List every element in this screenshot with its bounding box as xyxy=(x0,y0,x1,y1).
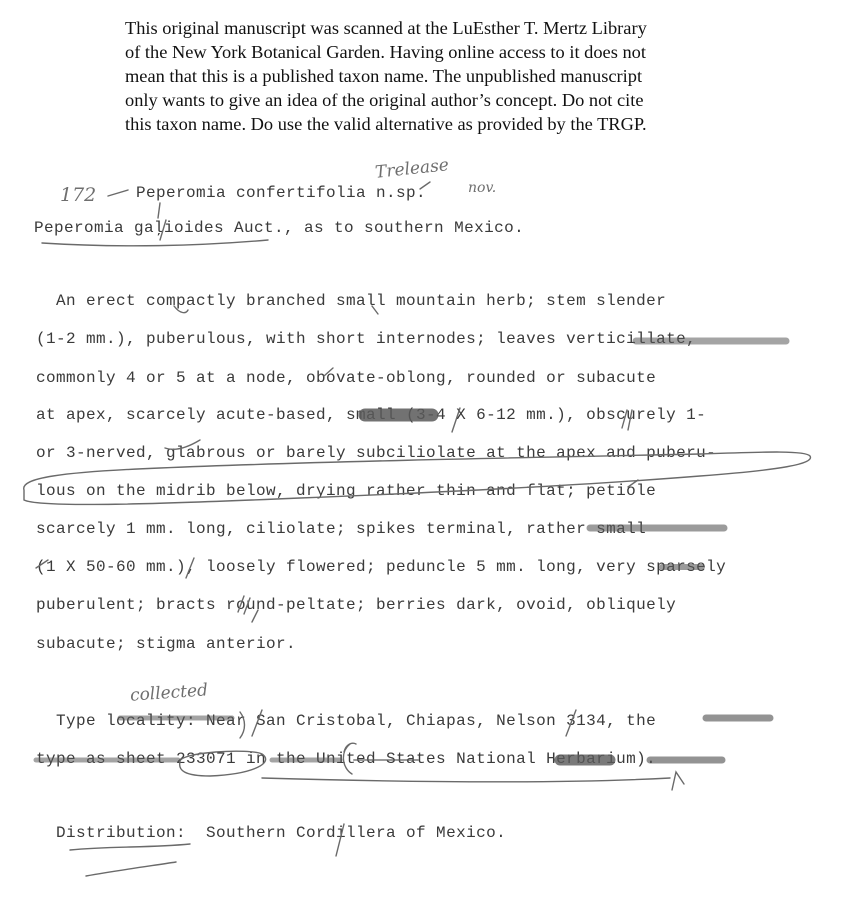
notice-line: This original manuscript was scanned at the LuEsther T. Mertz Library xyxy=(125,18,647,38)
synonym-underline xyxy=(42,240,268,246)
specimen-number-handwritten: 172 xyxy=(60,184,97,206)
description-line: at apex, scarcely acute-based, small (3-4 X 6-12 mm.), obscurely 1- xyxy=(36,406,707,424)
title-dash-mark xyxy=(108,190,128,196)
author-correction-handwritten: Trelease xyxy=(374,155,450,183)
distribution-line: Distribution: Southern Cordillera of Mexico. xyxy=(36,824,507,842)
distribution-underline xyxy=(70,844,190,850)
copyright-notice xyxy=(125,16,785,136)
l-correction-stroke xyxy=(158,203,160,218)
notice-line: this taxon name. Do use the valid alternative as provided by the TRGP. xyxy=(125,114,647,134)
species-title: Peperomia confertifolia n.sp. xyxy=(136,184,427,202)
description-line: scarcely 1 mm. long, ciliolate; spikes terminal, rather small xyxy=(36,520,647,538)
description-line: (1 X 50-60 mm.), loosely flowered; peduncle 5 mm. long, very sparsely xyxy=(36,558,727,576)
distribution-underline xyxy=(86,862,176,876)
arrow-underline xyxy=(262,778,670,782)
nov-correction-handwritten: nov. xyxy=(468,180,497,196)
collected-correction-handwritten: collected xyxy=(129,680,209,706)
description-line: commonly 4 or 5 at a node, obovate-oblong, rounded or subacute xyxy=(36,369,657,387)
description-line: lous on the midrib below, drying rather thin and flat; petiole xyxy=(36,482,657,500)
description-line: An erect compactly branched small mountain herb; stem slender xyxy=(36,292,667,310)
type-locality-line: Type locality: Near San Cristobal, Chiapas, Nelson 3134, the xyxy=(36,712,657,730)
notice-line: mean that this is a published taxon name. The unpublished manuscript xyxy=(125,66,643,86)
description-line: or 3-nerved, glabrous or barely subciliolate at the apex and puberu- xyxy=(36,444,717,462)
notice-line: of the New York Botanical Garden. Having online access to it does not xyxy=(125,42,646,62)
description-line: puberulent; bracts round-peltate; berries dark, ovoid, obliquely xyxy=(36,596,677,614)
description-line: subacute; stigma anterior. xyxy=(36,635,297,653)
description-line: (1-2 mm.), puberulous, with short internodes; leaves verticillate, xyxy=(36,330,697,348)
notice-line: only wants to give an idea of the original author’s concept. Do not cite xyxy=(125,90,644,110)
arrow-head xyxy=(672,772,684,790)
synonym-line: Peperomia gaļioides Auct., as to southern Mexico. xyxy=(34,219,525,237)
type-locality-line: type as sheet 233071 in the United States National Herbarium). xyxy=(36,750,657,768)
